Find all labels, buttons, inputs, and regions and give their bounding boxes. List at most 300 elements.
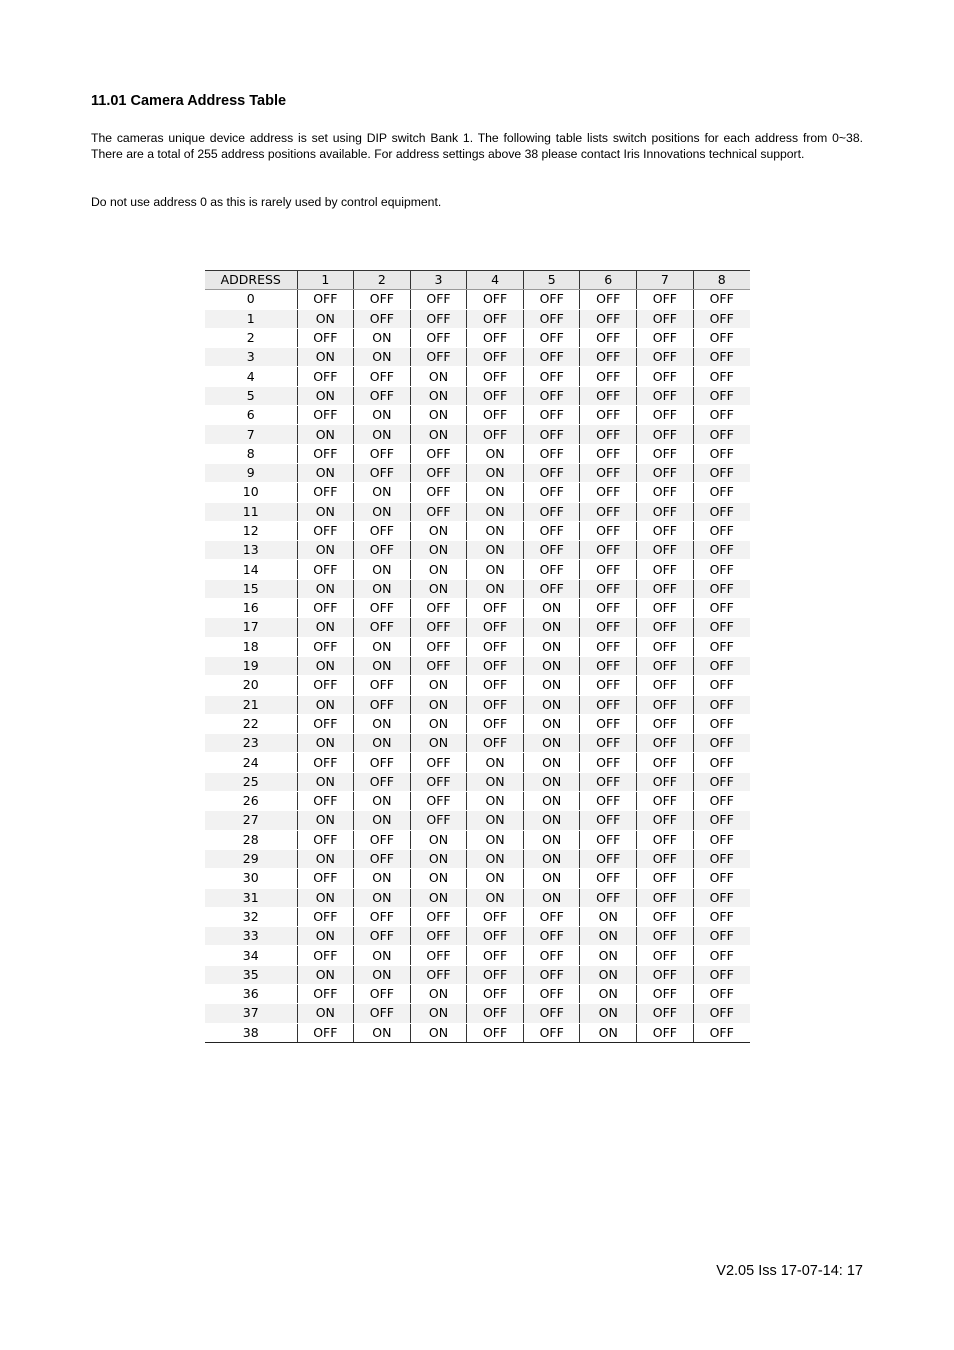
- switch-state-cell: OFF: [297, 907, 354, 926]
- switch-state-cell: OFF: [580, 502, 637, 521]
- switch-state-cell: OFF: [637, 656, 694, 675]
- switch-state-cell: OFF: [693, 502, 750, 521]
- switch-state-cell: OFF: [467, 425, 524, 444]
- switch-state-cell: OFF: [354, 290, 411, 309]
- switch-state-cell: ON: [354, 425, 411, 444]
- switch-state-cell: OFF: [637, 869, 694, 888]
- table-row: [205, 946, 750, 965]
- switch-state-cell: OFF: [637, 946, 694, 965]
- switch-state-cell: OFF: [410, 927, 467, 946]
- switch-state-cell: OFF: [297, 328, 354, 347]
- switch-state-cell: OFF: [354, 753, 411, 772]
- switch-state-cell: OFF: [637, 676, 694, 695]
- switch-state-cell: OFF: [693, 521, 750, 540]
- table-row: [205, 656, 750, 675]
- switch-state-cell: OFF: [354, 599, 411, 618]
- switch-state-cell: OFF: [410, 965, 467, 984]
- switch-state-cell: OFF: [523, 984, 580, 1003]
- table-row: [205, 502, 750, 521]
- switch-state-cell: ON: [297, 386, 354, 405]
- table-row: [205, 792, 750, 811]
- switch-state-cell: OFF: [410, 792, 467, 811]
- switch-state-cell: OFF: [637, 849, 694, 868]
- switch-state-cell: ON: [410, 1023, 467, 1042]
- switch-state-cell: ON: [410, 521, 467, 540]
- switch-state-cell: ON: [410, 888, 467, 907]
- switch-state-cell: ON: [410, 734, 467, 753]
- switch-state-cell: ON: [410, 830, 467, 849]
- switch-state-cell: OFF: [580, 772, 637, 791]
- switch-state-cell: OFF: [637, 830, 694, 849]
- switch-state-cell: OFF: [467, 676, 524, 695]
- switch-state-cell: ON: [523, 792, 580, 811]
- switch-state-cell: OFF: [297, 637, 354, 656]
- switch-state-cell: OFF: [580, 348, 637, 367]
- switch-state-cell: OFF: [354, 541, 411, 560]
- switch-state-cell: ON: [297, 502, 354, 521]
- switch-state-cell: OFF: [693, 290, 750, 309]
- switch-state-cell: OFF: [693, 1004, 750, 1023]
- switch-state-cell: OFF: [693, 830, 750, 849]
- switch-state-cell: ON: [523, 753, 580, 772]
- switch-state-cell: ON: [354, 483, 411, 502]
- switch-state-cell: OFF: [297, 560, 354, 579]
- switch-state-cell: ON: [523, 599, 580, 618]
- switch-state-cell: OFF: [693, 444, 750, 463]
- switch-state-cell: ON: [354, 734, 411, 753]
- switch-state-cell: ON: [410, 869, 467, 888]
- switch-state-cell: OFF: [580, 734, 637, 753]
- switch-state-cell: OFF: [467, 927, 524, 946]
- address-cell: 7: [205, 425, 297, 444]
- switch-state-cell: ON: [410, 560, 467, 579]
- switch-state-cell: OFF: [693, 328, 750, 347]
- switch-state-cell: OFF: [297, 1023, 354, 1042]
- switch-state-cell: ON: [297, 463, 354, 482]
- address-cell: 37: [205, 1004, 297, 1023]
- switch-state-cell: OFF: [410, 328, 467, 347]
- switch-state-cell: OFF: [354, 463, 411, 482]
- switch-state-cell: OFF: [523, 965, 580, 984]
- switch-state-cell: ON: [410, 406, 467, 425]
- switch-state-cell: OFF: [580, 521, 637, 540]
- column-header-switch-2: 2: [354, 271, 411, 290]
- switch-state-cell: OFF: [637, 618, 694, 637]
- switch-state-cell: OFF: [693, 888, 750, 907]
- switch-state-cell: OFF: [297, 444, 354, 463]
- switch-state-cell: OFF: [637, 772, 694, 791]
- switch-state-cell: ON: [354, 637, 411, 656]
- switch-state-cell: ON: [523, 618, 580, 637]
- switch-state-cell: OFF: [410, 637, 467, 656]
- address-cell: 4: [205, 367, 297, 386]
- table-row: [205, 849, 750, 868]
- switch-state-cell: ON: [467, 521, 524, 540]
- switch-state-cell: ON: [297, 927, 354, 946]
- table-row: [205, 734, 750, 753]
- switch-state-cell: OFF: [297, 483, 354, 502]
- switch-state-cell: OFF: [467, 290, 524, 309]
- table-row: [205, 772, 750, 791]
- switch-state-cell: OFF: [693, 367, 750, 386]
- switch-state-cell: ON: [354, 792, 411, 811]
- table-row: [205, 753, 750, 772]
- switch-state-cell: OFF: [354, 907, 411, 926]
- switch-state-cell: OFF: [637, 965, 694, 984]
- switch-state-cell: ON: [467, 811, 524, 830]
- switch-state-cell: OFF: [693, 792, 750, 811]
- switch-state-cell: ON: [467, 483, 524, 502]
- column-header-switch-6: 6: [580, 271, 637, 290]
- section-heading: 11.01 Camera Address Table: [91, 93, 287, 109]
- column-header-switch-1: 1: [297, 271, 354, 290]
- switch-state-cell: OFF: [410, 753, 467, 772]
- table-row: [205, 888, 750, 907]
- switch-state-cell: OFF: [410, 599, 467, 618]
- switch-state-cell: ON: [410, 695, 467, 714]
- switch-state-cell: ON: [354, 946, 411, 965]
- address-cell: 12: [205, 521, 297, 540]
- switch-state-cell: OFF: [637, 579, 694, 598]
- switch-state-cell: ON: [467, 463, 524, 482]
- switch-state-cell: OFF: [523, 1023, 580, 1042]
- switch-state-cell: OFF: [523, 348, 580, 367]
- switch-state-cell: OFF: [523, 946, 580, 965]
- table-row: [205, 425, 750, 444]
- switch-state-cell: OFF: [580, 579, 637, 598]
- switch-state-cell: ON: [467, 888, 524, 907]
- switch-state-cell: OFF: [693, 695, 750, 714]
- switch-state-cell: OFF: [637, 290, 694, 309]
- switch-state-cell: OFF: [693, 656, 750, 675]
- switch-state-cell: ON: [467, 849, 524, 868]
- table-row: [205, 406, 750, 425]
- switch-state-cell: OFF: [467, 695, 524, 714]
- switch-state-cell: ON: [523, 637, 580, 656]
- switch-state-cell: ON: [523, 849, 580, 868]
- switch-state-cell: OFF: [467, 328, 524, 347]
- switch-state-cell: OFF: [467, 656, 524, 675]
- switch-state-cell: OFF: [693, 463, 750, 482]
- switch-state-cell: ON: [297, 695, 354, 714]
- switch-state-cell: OFF: [693, 541, 750, 560]
- switch-state-cell: OFF: [354, 521, 411, 540]
- switch-state-cell: OFF: [637, 502, 694, 521]
- switch-state-cell: OFF: [637, 753, 694, 772]
- switch-state-cell: ON: [354, 328, 411, 347]
- address-cell: 22: [205, 714, 297, 733]
- switch-state-cell: ON: [354, 348, 411, 367]
- switch-state-cell: ON: [523, 695, 580, 714]
- address-cell: 36: [205, 984, 297, 1003]
- switch-state-cell: OFF: [297, 676, 354, 695]
- switch-state-cell: OFF: [580, 309, 637, 328]
- switch-state-cell: OFF: [637, 907, 694, 926]
- address-cell: 24: [205, 753, 297, 772]
- switch-state-cell: OFF: [297, 869, 354, 888]
- address-cell: 31: [205, 888, 297, 907]
- switch-state-cell: OFF: [410, 811, 467, 830]
- switch-state-cell: OFF: [693, 984, 750, 1003]
- switch-state-cell: OFF: [637, 1023, 694, 1042]
- address-cell: 35: [205, 965, 297, 984]
- address-cell: 21: [205, 695, 297, 714]
- switch-state-cell: ON: [410, 579, 467, 598]
- table-row: [205, 367, 750, 386]
- address-cell: 25: [205, 772, 297, 791]
- switch-state-cell: OFF: [523, 328, 580, 347]
- switch-state-cell: ON: [523, 869, 580, 888]
- switch-state-cell: ON: [467, 830, 524, 849]
- switch-state-cell: OFF: [354, 984, 411, 1003]
- address-cell: 28: [205, 830, 297, 849]
- switch-state-cell: OFF: [637, 560, 694, 579]
- switch-state-cell: OFF: [637, 521, 694, 540]
- switch-state-cell: OFF: [523, 367, 580, 386]
- switch-state-cell: ON: [467, 772, 524, 791]
- switch-state-cell: OFF: [410, 444, 467, 463]
- switch-state-cell: OFF: [410, 946, 467, 965]
- switch-state-cell: OFF: [580, 869, 637, 888]
- switch-state-cell: OFF: [410, 348, 467, 367]
- switch-state-cell: OFF: [693, 348, 750, 367]
- switch-state-cell: OFF: [580, 406, 637, 425]
- switch-state-cell: OFF: [523, 290, 580, 309]
- switch-state-cell: OFF: [467, 386, 524, 405]
- switch-state-cell: OFF: [467, 1023, 524, 1042]
- switch-state-cell: OFF: [297, 946, 354, 965]
- switch-state-cell: OFF: [467, 348, 524, 367]
- switch-state-cell: OFF: [693, 425, 750, 444]
- switch-state-cell: OFF: [693, 927, 750, 946]
- switch-state-cell: OFF: [693, 772, 750, 791]
- table-row: [205, 483, 750, 502]
- switch-state-cell: OFF: [467, 599, 524, 618]
- address-cell: 26: [205, 792, 297, 811]
- switch-state-cell: OFF: [693, 849, 750, 868]
- table-row: [205, 1004, 750, 1023]
- address-cell: 14: [205, 560, 297, 579]
- address-cell: 34: [205, 946, 297, 965]
- switch-state-cell: OFF: [580, 849, 637, 868]
- switch-state-cell: OFF: [693, 1023, 750, 1042]
- switch-state-cell: OFF: [580, 811, 637, 830]
- address-cell: 5: [205, 386, 297, 405]
- switch-state-cell: OFF: [637, 637, 694, 656]
- switch-state-cell: OFF: [410, 656, 467, 675]
- switch-state-cell: ON: [354, 406, 411, 425]
- switch-state-cell: ON: [354, 714, 411, 733]
- address-cell: 33: [205, 927, 297, 946]
- switch-state-cell: OFF: [297, 521, 354, 540]
- switch-state-cell: OFF: [580, 792, 637, 811]
- switch-state-cell: ON: [580, 927, 637, 946]
- switch-state-cell: OFF: [297, 714, 354, 733]
- address-cell: 29: [205, 849, 297, 868]
- address-cell: 3: [205, 348, 297, 367]
- switch-state-cell: OFF: [467, 406, 524, 425]
- address-cell: 17: [205, 618, 297, 637]
- switch-state-cell: ON: [467, 792, 524, 811]
- switch-state-cell: OFF: [580, 541, 637, 560]
- address-cell: 1: [205, 309, 297, 328]
- switch-state-cell: ON: [354, 502, 411, 521]
- switch-state-cell: OFF: [523, 560, 580, 579]
- switch-state-cell: OFF: [637, 541, 694, 560]
- switch-state-cell: OFF: [580, 830, 637, 849]
- switch-state-cell: ON: [410, 541, 467, 560]
- switch-state-cell: OFF: [523, 502, 580, 521]
- table-row: [205, 637, 750, 656]
- switch-state-cell: ON: [467, 541, 524, 560]
- switch-state-cell: ON: [297, 1004, 354, 1023]
- switch-state-cell: OFF: [523, 1004, 580, 1023]
- address-cell: 2: [205, 328, 297, 347]
- switch-state-cell: ON: [467, 869, 524, 888]
- switch-state-cell: OFF: [693, 637, 750, 656]
- address-cell: 18: [205, 637, 297, 656]
- table-row: [205, 348, 750, 367]
- address-cell: 32: [205, 907, 297, 926]
- table-row: [205, 521, 750, 540]
- table-row: [205, 309, 750, 328]
- column-header-switch-4: 4: [467, 271, 524, 290]
- address-cell: 30: [205, 869, 297, 888]
- address-cell: 27: [205, 811, 297, 830]
- switch-state-cell: ON: [297, 425, 354, 444]
- switch-state-cell: ON: [297, 849, 354, 868]
- switch-state-cell: OFF: [297, 599, 354, 618]
- switch-state-cell: OFF: [467, 714, 524, 733]
- switch-state-cell: OFF: [693, 618, 750, 637]
- address-cell: 9: [205, 463, 297, 482]
- switch-state-cell: OFF: [467, 309, 524, 328]
- switch-state-cell: OFF: [523, 444, 580, 463]
- switch-state-cell: OFF: [637, 984, 694, 1003]
- switch-state-cell: ON: [354, 811, 411, 830]
- switch-state-cell: OFF: [693, 965, 750, 984]
- switch-state-cell: OFF: [467, 618, 524, 637]
- table-row: [205, 830, 750, 849]
- switch-state-cell: ON: [297, 772, 354, 791]
- switch-state-cell: OFF: [354, 830, 411, 849]
- switch-state-cell: OFF: [693, 309, 750, 328]
- table-row: [205, 965, 750, 984]
- switch-state-cell: ON: [354, 560, 411, 579]
- table-row: [205, 1023, 750, 1042]
- column-header-switch-5: 5: [523, 271, 580, 290]
- switch-state-cell: ON: [410, 386, 467, 405]
- switch-state-cell: OFF: [523, 386, 580, 405]
- table-row: [205, 560, 750, 579]
- switch-state-cell: OFF: [693, 676, 750, 695]
- switch-state-cell: OFF: [580, 463, 637, 482]
- address-cell: 0: [205, 290, 297, 309]
- switch-state-cell: OFF: [580, 560, 637, 579]
- switch-state-cell: ON: [410, 367, 467, 386]
- switch-state-cell: ON: [523, 734, 580, 753]
- table-row: [205, 984, 750, 1003]
- switch-state-cell: OFF: [354, 386, 411, 405]
- table-header-row: [205, 271, 750, 290]
- switch-state-cell: OFF: [523, 907, 580, 926]
- switch-state-cell: OFF: [637, 483, 694, 502]
- switch-state-cell: OFF: [410, 772, 467, 791]
- table-row: [205, 541, 750, 560]
- column-header-switch-8: 8: [693, 271, 750, 290]
- switch-state-cell: OFF: [297, 367, 354, 386]
- switch-state-cell: OFF: [637, 714, 694, 733]
- switch-state-cell: OFF: [580, 328, 637, 347]
- table-row: [205, 290, 750, 309]
- switch-state-cell: OFF: [410, 483, 467, 502]
- switch-state-cell: ON: [297, 348, 354, 367]
- switch-state-cell: OFF: [523, 425, 580, 444]
- switch-state-cell: OFF: [467, 734, 524, 753]
- switch-state-cell: OFF: [523, 309, 580, 328]
- table-row: [205, 444, 750, 463]
- address-cell: 8: [205, 444, 297, 463]
- table-row: [205, 811, 750, 830]
- switch-state-cell: OFF: [637, 695, 694, 714]
- switch-state-cell: ON: [297, 618, 354, 637]
- table-row: [205, 618, 750, 637]
- switch-state-cell: OFF: [637, 1004, 694, 1023]
- switch-state-cell: ON: [354, 965, 411, 984]
- switch-state-cell: OFF: [354, 618, 411, 637]
- switch-state-cell: OFF: [354, 676, 411, 695]
- table-row: [205, 869, 750, 888]
- switch-state-cell: ON: [410, 849, 467, 868]
- switch-state-cell: ON: [297, 541, 354, 560]
- column-header-switch-7: 7: [637, 271, 694, 290]
- switch-state-cell: ON: [354, 869, 411, 888]
- switch-state-cell: ON: [297, 734, 354, 753]
- switch-state-cell: OFF: [354, 695, 411, 714]
- switch-state-cell: OFF: [410, 907, 467, 926]
- address-cell: 15: [205, 579, 297, 598]
- switch-state-cell: OFF: [523, 579, 580, 598]
- switch-state-cell: OFF: [693, 599, 750, 618]
- switch-state-cell: OFF: [637, 734, 694, 753]
- switch-state-cell: OFF: [410, 502, 467, 521]
- switch-state-cell: ON: [523, 676, 580, 695]
- table-body: [205, 290, 750, 1043]
- address-cell: 13: [205, 541, 297, 560]
- switch-state-cell: OFF: [297, 984, 354, 1003]
- switch-state-cell: OFF: [523, 541, 580, 560]
- table-row: [205, 328, 750, 347]
- address-cell: 19: [205, 656, 297, 675]
- switch-state-cell: OFF: [637, 309, 694, 328]
- intro-paragraph: The cameras unique device address is set using DIP switch Bank 1. The following table lists switch positions for each address from 0~38. There are a total of 255 address positions available. For address settings above 38 please contact Iris Innovations technical support.: [91, 131, 863, 161]
- switch-state-cell: OFF: [693, 811, 750, 830]
- switch-state-cell: OFF: [637, 367, 694, 386]
- switch-state-cell: OFF: [467, 367, 524, 386]
- switch-state-cell: OFF: [410, 463, 467, 482]
- switch-state-cell: OFF: [637, 811, 694, 830]
- switch-state-cell: OFF: [693, 734, 750, 753]
- switch-state-cell: ON: [297, 309, 354, 328]
- switch-state-cell: ON: [410, 425, 467, 444]
- column-header-switch-3: 3: [410, 271, 467, 290]
- switch-state-cell: OFF: [693, 907, 750, 926]
- switch-state-cell: OFF: [523, 406, 580, 425]
- table-row: [205, 695, 750, 714]
- switch-state-cell: ON: [467, 444, 524, 463]
- switch-state-cell: ON: [410, 984, 467, 1003]
- switch-state-cell: OFF: [297, 753, 354, 772]
